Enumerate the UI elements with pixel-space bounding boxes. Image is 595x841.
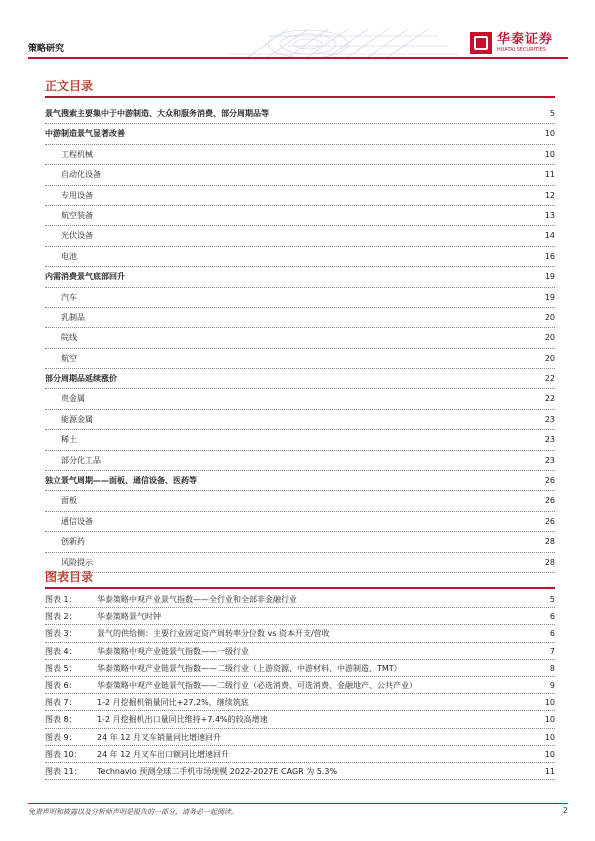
figure-entry-number: 图表 1： [45,595,77,604]
figure-entry-number: 图表 8： [45,715,77,725]
toc-entry[interactable] [45,288,555,308]
toc-entry[interactable] [45,369,555,389]
toc-entry-label: 贵金属 [61,394,85,404]
toc-entry[interactable] [45,430,555,450]
brand-name-en: HUATAI SECURITIES [497,47,546,53]
figure-entry-page: 5 [549,595,555,604]
toc-entry-label: 航空装备 [61,210,93,220]
header-rule [28,57,568,59]
toc-entry-page: 19 [544,292,555,302]
figure-entry-label: 华泰策略中观产业景气指数——全行业和全部非金融行业 [97,595,297,604]
figure-entry-page: 10 [544,698,555,708]
toc-entry-page: 23 [544,455,555,465]
list-of-figures [45,591,555,780]
toc-entry-label: 景气搜索主要集中于中游制造、大众和服务消费、部分周期品等 [45,109,269,118]
figure-entry-label: Technavio 预测全球二手机市场规模 2022-2027E CAGR 为 5.3% [97,766,338,776]
toc-entry-label: 内需消费景气底部回升 [45,272,125,282]
toc-entry[interactable] [45,165,555,185]
figure-entry-number: 图表 7： [45,698,77,708]
toc-entry[interactable] [45,124,555,144]
figure-entry-number: 图表 3： [45,629,77,639]
figure-entry-label: 华泰策略景气时钟 [97,612,161,622]
toc-entry[interactable] [45,104,555,124]
toc-entry-label: 专用设备 [61,190,93,200]
figure-entry-page: 8 [549,663,555,673]
toc-entry-page: 26 [544,476,555,486]
toc-entry-page: 22 [544,374,555,384]
toc-entry-label: 面板 [61,496,77,506]
figure-entry-page: 6 [549,612,555,622]
figure-entry[interactable] [45,660,555,677]
toc-entry-page: 26 [544,516,555,526]
figure-entry[interactable] [45,763,555,780]
brand-mark-icon [470,32,492,54]
toc-entry-page: 5 [549,109,555,118]
figure-entry[interactable] [45,625,555,642]
figure-entry-label: 华泰策略中观产业链景气指数——二级行业（上游资源、中游材料、中游制造、TMT） [97,663,402,673]
toc-entry-page: 12 [544,190,555,200]
page-number: 2 [562,806,568,815]
toc-title: 正文目录 [45,79,94,93]
figure-entry-page: 6 [549,629,555,639]
toc-entry-page: 20 [544,312,555,322]
toc-entry-page: 19 [544,272,555,282]
toc-entry-page: 10 [544,149,555,159]
figure-entry[interactable] [45,729,555,746]
toc-entry[interactable] [45,226,555,246]
figure-entry[interactable] [45,711,555,728]
toc-entry-page: 23 [544,414,555,424]
toc-entry[interactable] [45,267,555,287]
toc-entry[interactable] [45,512,555,532]
toc-entry-label: 独立景气周期——面板、通信设备、医药等 [45,476,197,486]
header-decoration-graphic [228,24,458,58]
figure-entry-page: 10 [544,715,555,725]
figure-entry[interactable] [45,677,555,694]
figure-entry-number: 图表 11： [45,766,82,776]
toc-entry-label: 能源金属 [61,414,93,424]
figure-entry-number: 图表 9： [45,732,77,742]
toc-entry[interactable] [45,349,555,369]
toc-entry-page: 20 [544,353,555,363]
toc-entry[interactable] [45,328,555,348]
toc-entry[interactable] [45,206,555,226]
figure-entry-page: 10 [544,749,555,759]
figure-entry[interactable] [45,608,555,625]
figure-entry-label: 24 年 12 月叉车销量同比增速回升 [97,732,221,742]
toc-entry-page: 22 [544,394,555,404]
figure-entry-label: 1-2 月挖掘机出口量同比维持+7.4%的较高增速 [97,715,268,725]
toc-entry-page: 28 [544,557,555,567]
toc-entry[interactable] [45,471,555,491]
toc-entry[interactable] [45,451,555,471]
toc-entry-page: 20 [544,333,555,343]
toc-entry-label: 稀土 [61,435,77,445]
figure-entry[interactable] [45,694,555,711]
toc-entry-label: 创新药 [61,537,85,547]
toc-entry[interactable] [45,553,555,573]
figure-entry-label: 华泰策略中观产业链景气指数——一级行业 [97,646,249,656]
figure-entry-number: 图表 10： [45,749,82,759]
figure-entry[interactable] [45,746,555,763]
brand-logo [470,32,553,54]
toc-entry-label: 汽车 [61,292,77,302]
toc-entry-label: 自动化设备 [61,170,101,180]
toc-entry-page: 14 [544,231,555,241]
toc-entry-page: 28 [544,537,555,547]
toc-entry-page: 10 [544,129,555,139]
toc-entry-page: 26 [544,496,555,506]
toc-entry-page: 11 [544,170,555,180]
toc-entry-label: 工程机械 [61,149,93,159]
figure-entry-number: 图表 4： [45,646,77,656]
figure-entry-page: 7 [549,646,555,656]
footer-rule [28,803,568,804]
footer-disclaimer: 免责声明和披露以及分析师声明是报告的一部分，请务必一起阅读。 [28,808,238,816]
figure-entry-number: 图表 5： [45,663,77,673]
toc-entry[interactable] [45,491,555,511]
brand-name-cn: 华泰证券 [497,32,554,47]
toc-entry[interactable] [45,247,555,267]
toc-entry-label: 航空 [61,353,77,363]
toc-entry-label: 光伏设备 [61,231,93,241]
toc-entry[interactable] [45,410,555,430]
figures-title: 图表目录 [45,570,94,584]
figure-entry-label: 24 年 12 月叉车出口额同比增速回升 [97,749,229,759]
figure-entry-page: 10 [544,732,555,742]
toc-entry-label: 中游制造景气显著改善 [45,129,125,139]
figure-entry-label: 1-2 月挖掘机销量同比+27.2%，继续筑底 [97,698,249,708]
toc-entry[interactable] [45,532,555,552]
toc-entry-label: 部分周期品延续涨价 [45,374,117,384]
toc-entry-page: 16 [544,251,555,261]
figure-entry-label: 景气的供给侧：主要行业固定资产周转率分位数 vs 资本开支/营收 [97,629,330,639]
toc-entry[interactable] [45,145,555,165]
table-of-contents [45,104,555,573]
toc-entry-label: 乳制品 [61,312,85,322]
figure-entry-number: 图表 6： [45,680,77,690]
header-section-label: 策略研究 [28,44,65,54]
toc-entry-page: 23 [544,435,555,445]
figures-title-rule [45,587,555,589]
figure-entry-number: 图表 2： [45,612,77,622]
figure-entry[interactable] [45,643,555,660]
toc-entry[interactable] [45,186,555,206]
figure-entry-label: 华泰策略中观产业链景气指数——二级行业（必选消费、可选消费、金融地产、公共产业） [97,680,417,690]
figure-entry-page: 11 [544,766,555,776]
toc-entry-label: 通信设备 [61,516,93,526]
toc-entry[interactable] [45,389,555,409]
toc-entry-label: 电池 [61,251,77,261]
toc-entry-page: 13 [544,210,555,220]
figure-entry[interactable] [45,591,555,608]
toc-entry-label: 部分化工品 [61,455,101,465]
figure-entry-page: 9 [549,680,555,690]
toc-entry[interactable] [45,308,555,328]
toc-title-rule [45,96,555,98]
toc-entry-label: 院线 [61,333,77,343]
toc-entry-label: 风险提示 [61,557,93,567]
